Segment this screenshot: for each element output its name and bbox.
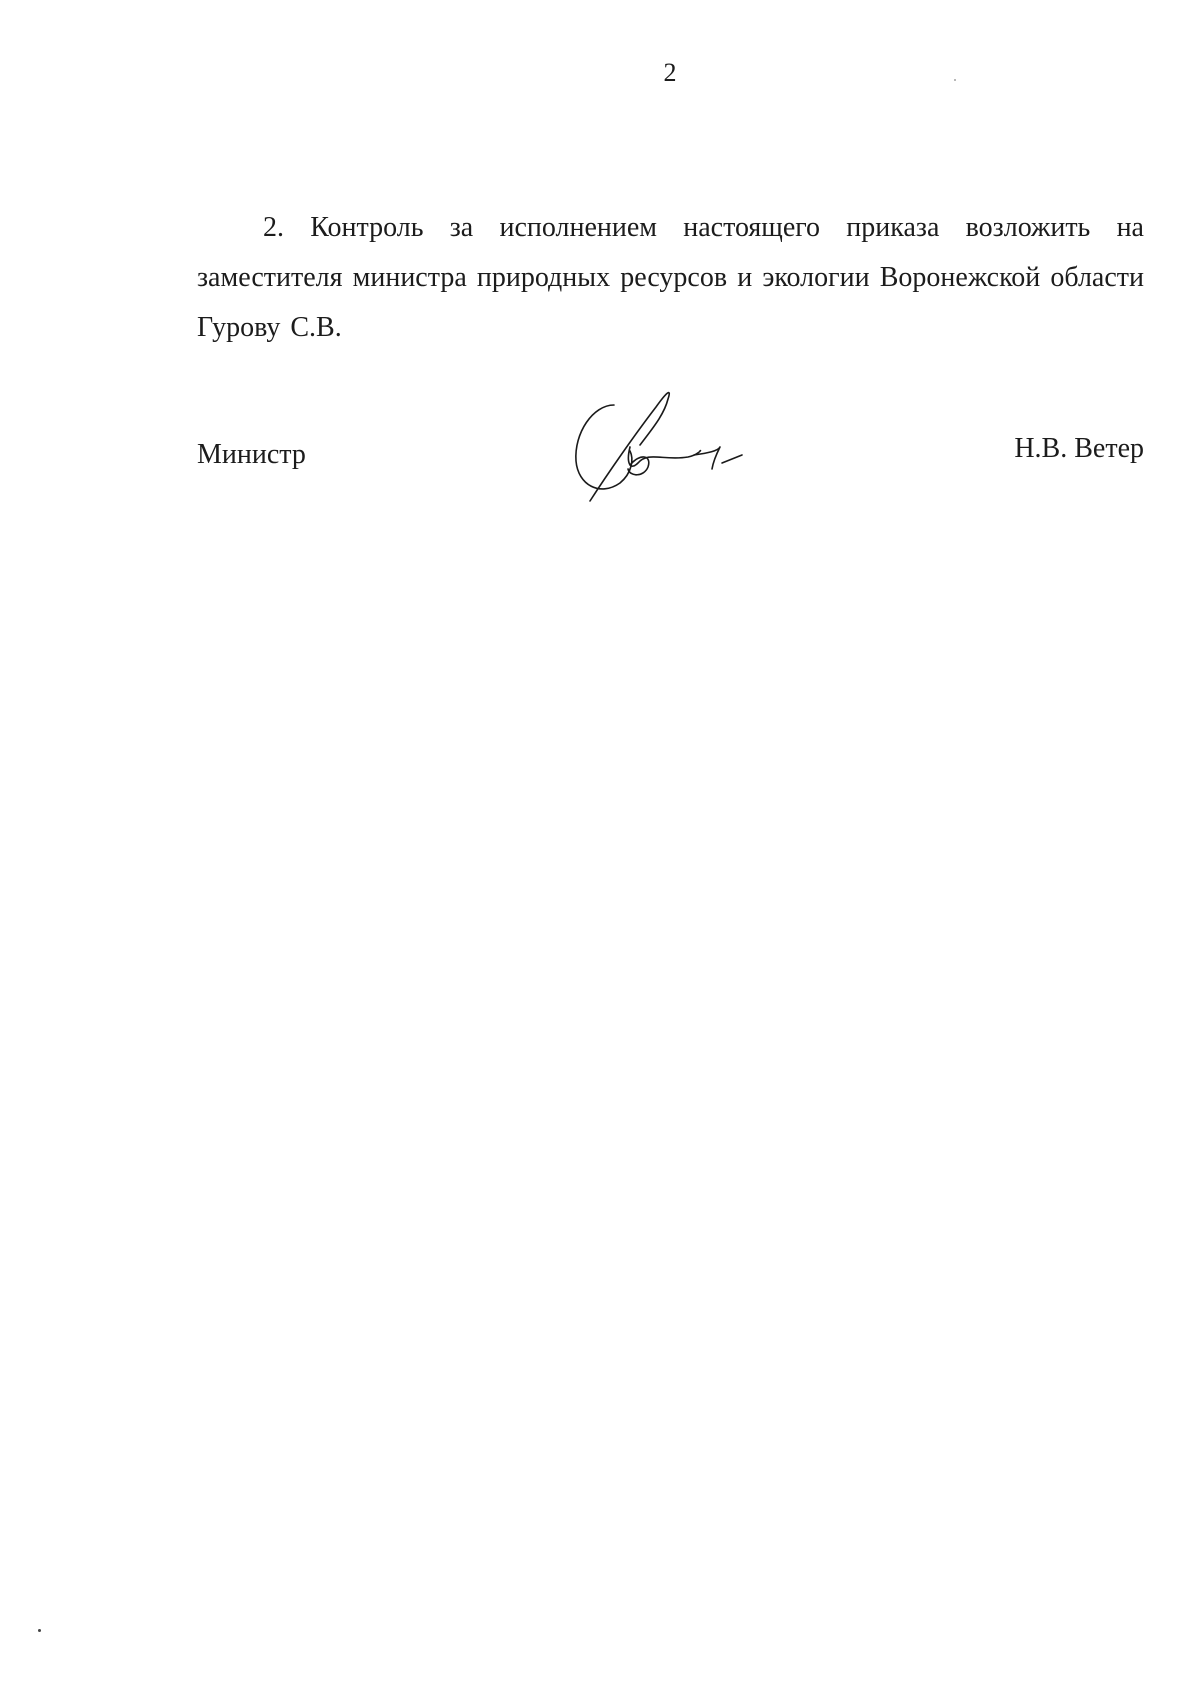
paragraph-control-clause: 2. Контроль за исполнением настоящего приказа возложить на заместителя министра природных ресурсов и экологии Воронежской области Гурову С.В. <box>197 212 1144 343</box>
scan-speck <box>954 79 956 81</box>
signatory-name: Н.В. Ветер <box>1014 433 1144 464</box>
page-number: 2 <box>663 58 677 87</box>
scan-speck <box>38 1629 41 1632</box>
signature-icon <box>568 385 758 515</box>
signatory-title: Министр <box>197 439 306 470</box>
body-text <box>197 203 1144 353</box>
